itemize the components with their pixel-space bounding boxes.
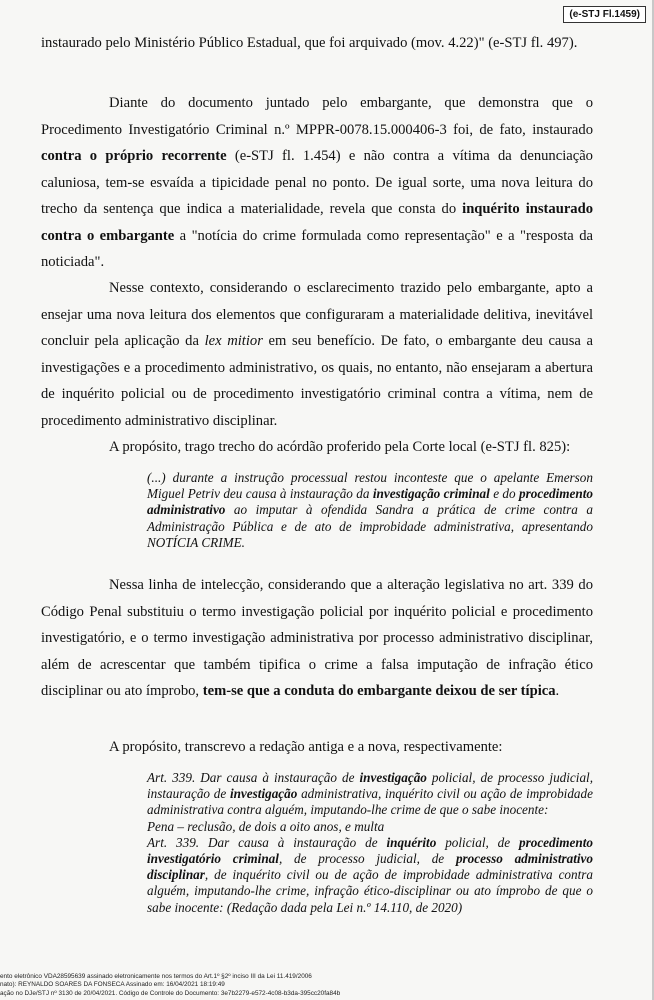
p3-text-a: Nesse contexto, considerando o esclarecimento trazido pelo embargante, apto a ensejar uma nova leitura dos elementos que configuraram a materialidade delitiva, inevitável concluir pela aplicação da — [41, 280, 593, 349]
paragraph-1 — [41, 30, 593, 57]
p2-text-d: a "notícia do crime formulada como representação" e a "resposta da noticiada". — [41, 227, 593, 270]
footer-line-2: nato): REYNALDO SOARES DA FONSECA Assinado em: 16/04/2021 18:19:49 — [0, 981, 225, 989]
paragraph-1-text: instaurado pelo Ministério Público Estadual, que foi arquivado (mov. 4.22)" (e-STJ fl. 497). — [41, 35, 578, 51]
p5-text-a: Nessa linha de intelecção, considerando que a alteração legislativa no art. 339 do Código Penal substituiu o termo investigação policial por inquérito policial e procedimento investigatório, e o termo investigação administrativa por processo administrativo disciplinar, além de acrescentar que também tipifica o crime a falsa imputação de infração ético disciplinar ou ato ímprobo, — [41, 577, 593, 699]
blockquote-acordao — [147, 470, 593, 551]
p5-bold: tem-se que a conduta do embargante deixou de ser típica — [202, 683, 556, 699]
footer-line-1: ento eletrônico VDA28595639 assinado eletronicamente nos termos do Art.1º §2º inciso III da Lei 11.419/2006 — [0, 973, 312, 981]
p3-text-b: em seu benefício. De fato, o embargante deu causa a investigações e a procedimento administrativo, os quais, no entanto, não ensejaram a abertura de inquérito policial ou de procedimento investigatório criminal contra a vítima, nem de procedimento administrativo disciplinar. — [41, 333, 593, 429]
paragraph-5 — [41, 572, 593, 705]
quote1-bold-2: procedimento administrativo — [147, 486, 594, 518]
paragraph-2 — [41, 90, 593, 276]
p2-text-a: Diante do documento juntado pelo embargante, que demonstra que o Procedimento Investigatório Criminal n.º MPPR-0078.15.000406-3 foi, de fato, instaurado — [41, 95, 593, 138]
p5-text-c: . — [555, 683, 560, 699]
quote1-text-d: ao imputar à ofendida Sandra a prática de crime contra a Administração Pública e de ato de improbidade administrativa, apresentando NOTÍCIA CRIME. — [147, 502, 593, 550]
quote1-text-c: e do — [489, 486, 520, 502]
p2-bold-2: inquérito instaurado contra o embargante — [41, 201, 594, 244]
quote1-bold-1: investigação criminal — [372, 486, 490, 502]
art339-new: Art. 339. Dar causa à instauração de inquérito policial, de procedimento investigatório criminal, de processo judicial, de processo administrativo disciplinar, de inquérito civil ou de ação de improbidade administrativa contra alguém, imputando-lhe crime, infração ético-disciplinar ou ato ímprobo de que o sabe inocente: (Redação dada pela Lei n.º 14.110, de 2020) — [147, 834, 593, 915]
paragraph-3 — [41, 275, 593, 434]
art339-old: Art. 339. Dar causa à instauração de investigação policial, de processo judicial, instauração de investigação administrativa, inquérito civil ou ação de improbidade administrativa contra alguém, imputando-lhe crime de que o sabe inocente: — [147, 770, 594, 818]
signature-footer — [0, 973, 654, 998]
blockquote-art339 — [147, 770, 593, 916]
paragraph-6 — [41, 734, 593, 761]
page-stamp: (e-STJ Fl.1459) — [563, 6, 646, 23]
p2-bold-1: contra o próprio recorrente — [41, 148, 227, 164]
p6-text: A propósito, transcrevo a redação antiga e a nova, respectivamente: — [109, 739, 503, 755]
art339-pena: Pena – reclusão, de dois a oito anos, e multa — [147, 818, 385, 834]
p4-text: A propósito, trago trecho do acórdão proferido pela Corte local (e-STJ fl. 825): — [109, 439, 571, 455]
p3-italic: lex mitior — [204, 333, 263, 349]
quote1-text-a: (...) durante a instrução processual restou inconteste que o apelante Emerson Miguel Petriv deu causa à instauração da — [147, 470, 593, 502]
paragraph-4 — [41, 434, 593, 461]
p2-text-c: (e-STJ fl. 1.454) e não contra a vítima da denunciação caluniosa, tem-se esvaída a tipicidade penal no ponto. De igual sorte, uma nova leitura do trecho da sentença que indica a materialidade, revela que consta do — [41, 148, 593, 217]
footer-line-3: ação no DJe/STJ nº 3130 de 20/04/2021. Código de Controle do Documento: 3e7b2279-e572-4c08-b3da-395cc20fa84b — [0, 989, 341, 997]
